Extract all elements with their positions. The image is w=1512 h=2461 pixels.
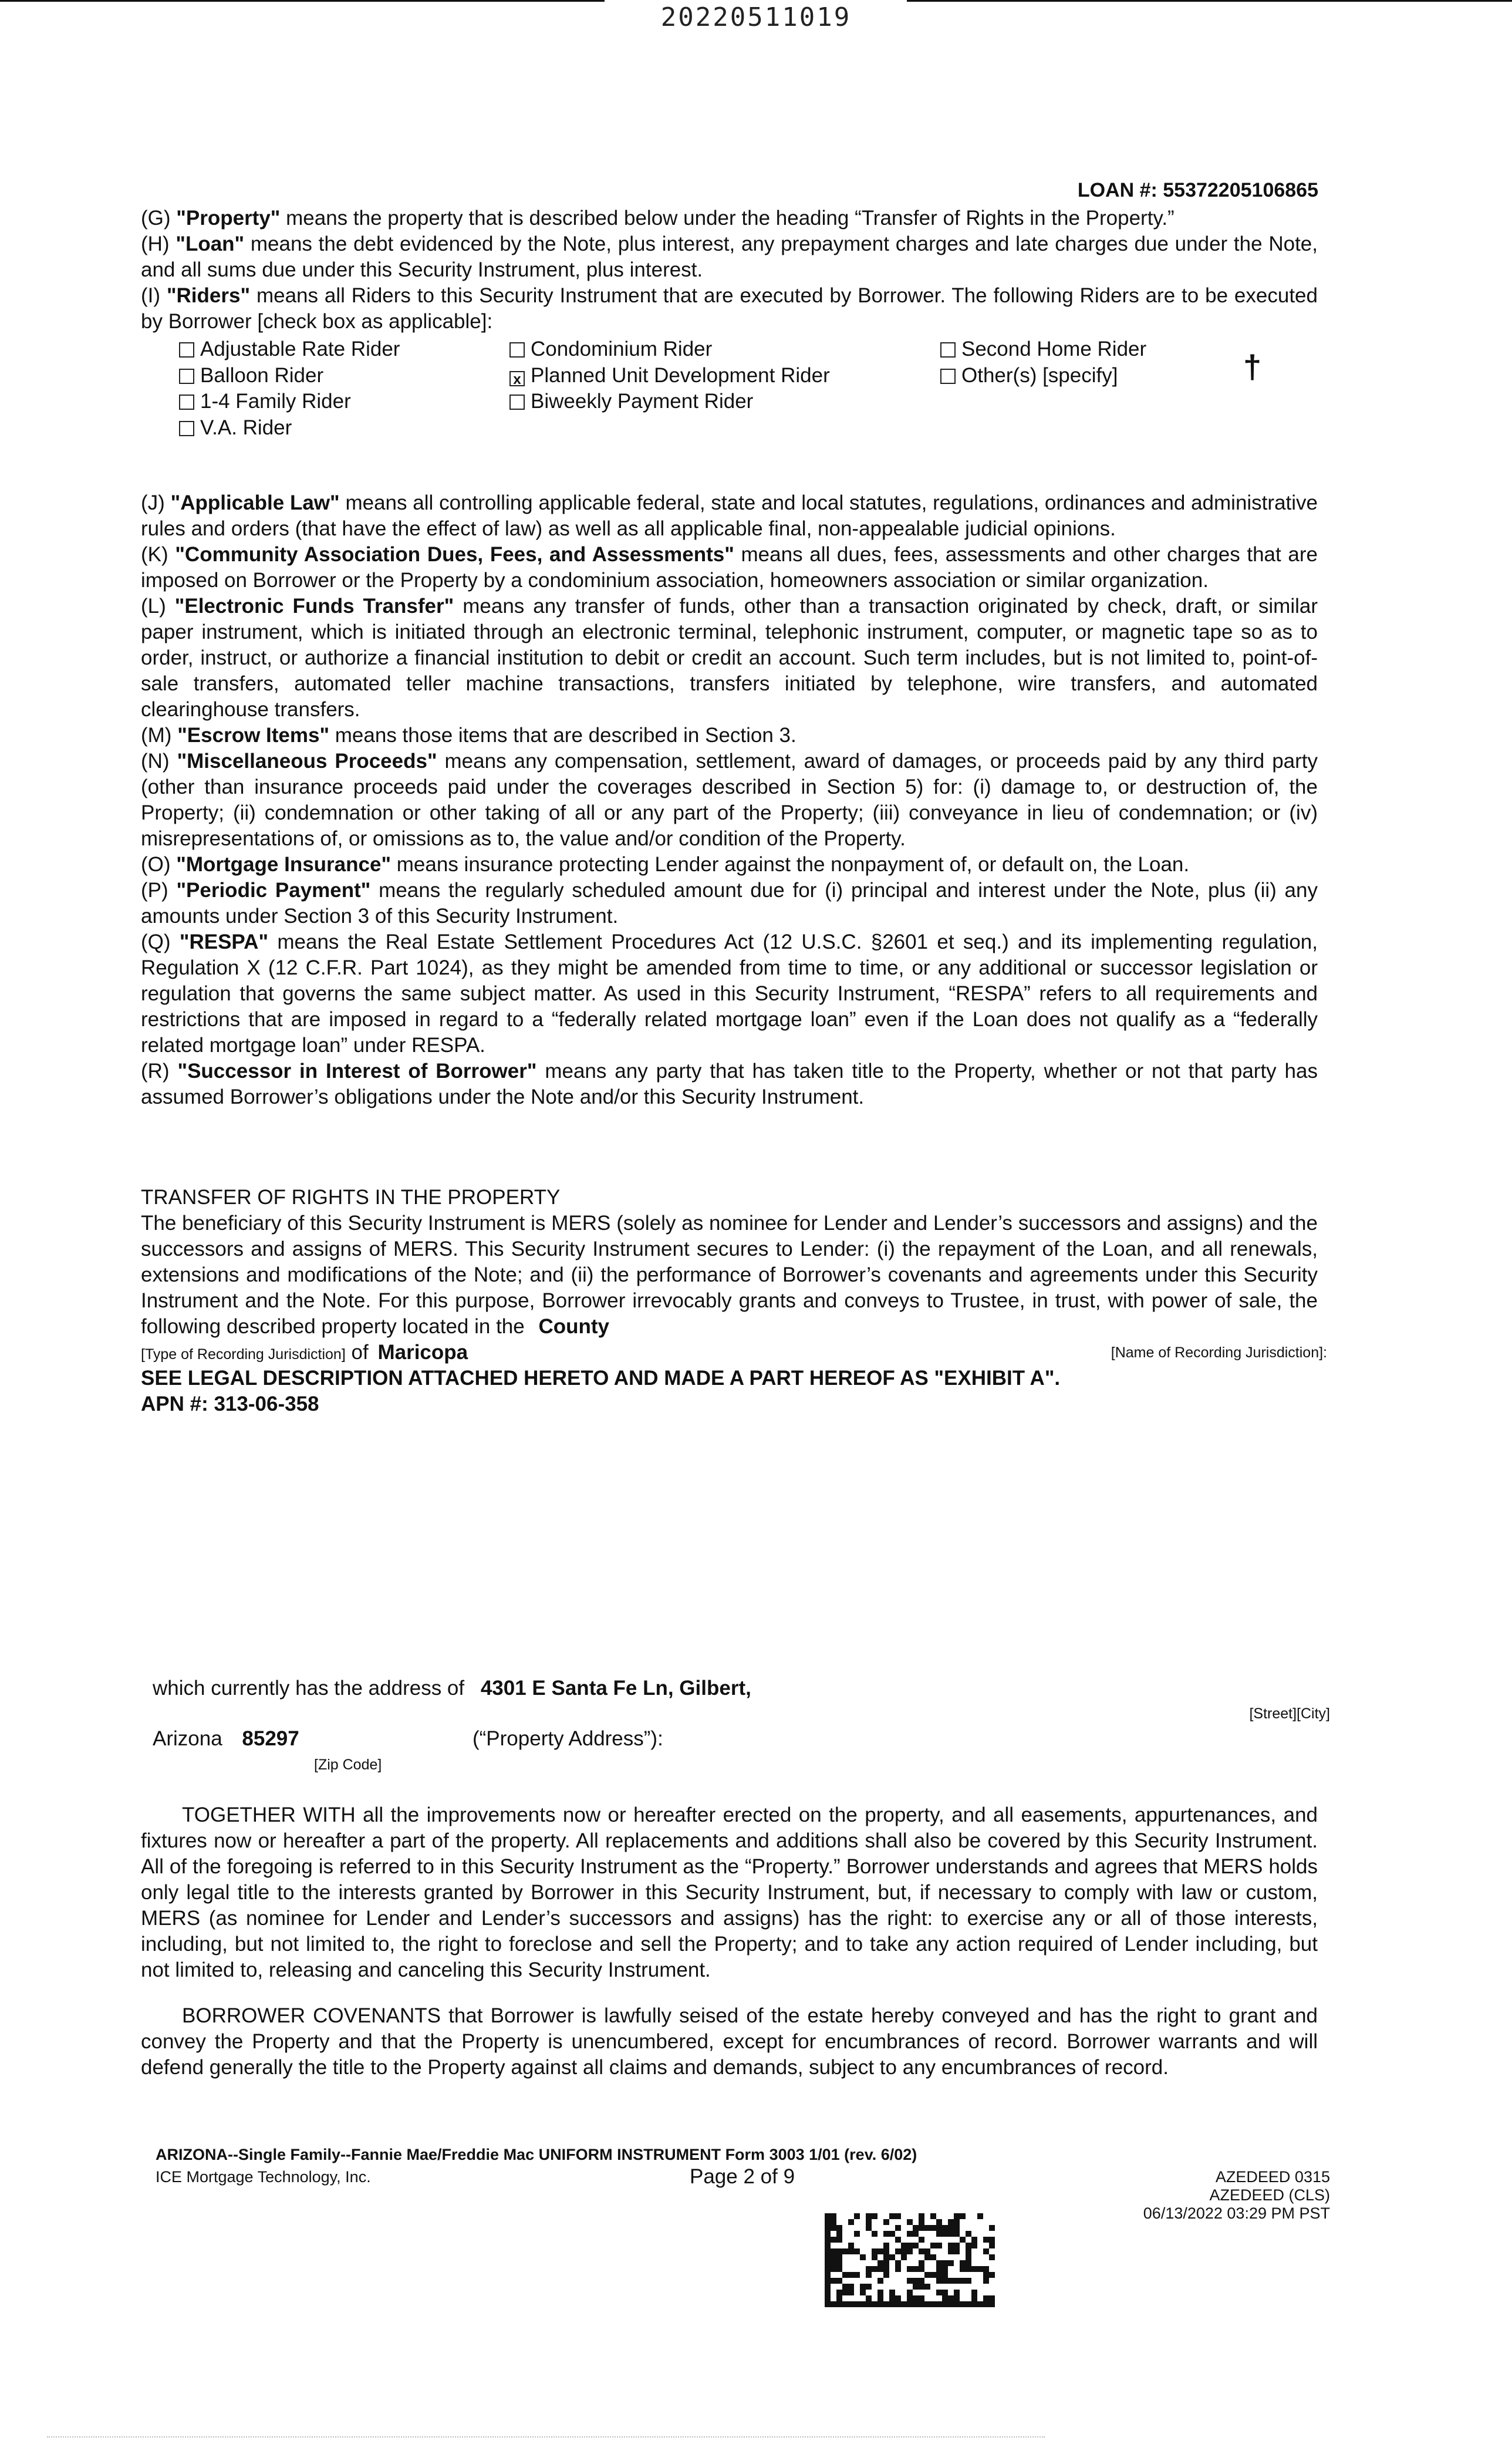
- jurisdiction-type-label: [Type of Recording Jurisdiction]: [141, 1346, 346, 1363]
- form-timestamp: 06/13/2022 03:29 PM PST: [1143, 2204, 1330, 2222]
- definitions-j-r: [141, 490, 1318, 1110]
- property-address-label: (“Property Address”):: [473, 1727, 663, 1750]
- checkbox[interactable]: [509, 342, 525, 358]
- state: Arizona: [153, 1727, 222, 1750]
- definitions-g-i: [141, 205, 1318, 335]
- definition-l: (L) "Electronic Funds Transfer" means any transfer of funds, other than a transaction originated by check, draft, or similar paper instrument, which is initiated through an electronic terminal, telephonic instrument, computer, or magnetic tape so as to order, instruct, or authorize a financial institution to debit or credit an account. Such term includes, but is not limited to, point-of-sale transfers, automated teller machine transactions, transfers initiated by telephone, wire transfers, and automated clearinghouse transfers.: [141, 595, 1318, 721]
- page-number: Page 2 of 9: [690, 2165, 795, 2188]
- checkbox[interactable]: [179, 369, 194, 384]
- county-value: County: [538, 1315, 610, 1338]
- form-code-1: AZEDEED 0315: [1215, 2168, 1330, 2186]
- rider-balloon[interactable]: Balloon Rider: [179, 364, 323, 387]
- address-line: [153, 1677, 751, 1700]
- rider-1-4-family[interactable]: 1-4 Family Rider: [179, 390, 351, 413]
- apn-number: APN #: 313-06-358: [141, 1393, 319, 1415]
- jurisdiction-name-label: [Name of Recording Jurisdiction]:: [1111, 1344, 1327, 1361]
- definition-n: (N) "Miscellaneous Proceeds" means any compensation, settlement, award of damages, or proceeds paid by any third party (other than insurance proceeds paid under the coverages described in Section 5) for: (i) damage to, or destruction of, the Property; (ii) condemnation or other taking of all or any part of the Property; (iii) conveyance in lieu of condemnation; or (iv) misrepresentations of, or omissions as to, the value and/or condition of the Property.: [141, 750, 1318, 850]
- loan-value: 55372205106865: [1163, 179, 1318, 201]
- jurisdiction-name: Maricopa: [377, 1341, 468, 1364]
- checkbox[interactable]: [179, 421, 194, 436]
- checkbox[interactable]: [179, 342, 194, 358]
- zip-code: 85297: [242, 1727, 299, 1750]
- state-zip-line: [153, 1727, 299, 1751]
- definition-j: (J) "Applicable Law" means all controlling applicable federal, state and local statutes, regulations, ordinances and administrative rules and orders (that have the effect of law) as well as all applicable final, non-appealable judicial opinions.: [141, 491, 1318, 540]
- definition-g: (G) "Property" means the property that is described below under the heading “Transfer of Rights in the Property.”: [141, 207, 1174, 230]
- address-intro: which currently has the address of: [153, 1677, 465, 1700]
- form-title: ARIZONA--Single Family--Fannie Mae/Freddie Mac UNIFORM INSTRUMENT Form 3003 1/01 (rev. 6/02): [156, 2146, 917, 2163]
- loan-number: [1078, 179, 1318, 202]
- rider-adjustable-rate[interactable]: Adjustable Rate Rider: [179, 338, 400, 361]
- definition-r: (R) "Successor in Interest of Borrower" means any party that has taken title to the Property, whether or not that party has assumed Borrower’s obligations under the Note and/or this Security Instrument.: [141, 1060, 1318, 1108]
- rider-condominium[interactable]: Condominium Rider: [509, 338, 712, 361]
- transfer-text: The beneficiary of this Security Instrument is MERS (solely as nominee for Lender and Lender’s successors and assigns) and the successors and assigns of MERS. This Security Instrument secures to Lender: (i) the repayment of the Loan, and all renewals, extensions and modifications of the Note; and (ii) the performance of Borrower’s covenants and agreements under this Security Instrument and the Note. For this purpose, Borrower irrevocably grants and conveys to Trustee, in trust, with power of sale, the following described property located in the County: [141, 1212, 1318, 1338]
- form-codes: [1143, 2168, 1330, 2223]
- definition-i: (I) "Riders" means all Riders to this Security Instrument that are executed by Borrower. The following Riders are to be executed by Borrower [check box as applicable]:: [141, 284, 1318, 333]
- transfer-heading: TRANSFER OF RIGHTS IN THE PROPERTY: [141, 1186, 561, 1209]
- zip-code-label: [Zip Code]: [314, 1757, 382, 1773]
- checkbox[interactable]: [179, 395, 194, 410]
- rider-second-home[interactable]: Second Home Rider: [940, 338, 1146, 361]
- rider-biweekly-payment[interactable]: Biweekly Payment Rider: [509, 390, 753, 413]
- legal-description: SEE LEGAL DESCRIPTION ATTACHED HERETO AND MADE A PART HEREOF AS "EXHIBIT A".: [141, 1367, 1061, 1390]
- definition-q: (Q) "RESPA" means the Real Estate Settlement Procedures Act (12 U.S.C. §2601 et seq.) and its implementing regulation, Regulation X (12 C.F.R. Part 1024), as they might be amended from time to time, or any additional or successor legislation or regulation that governs the same subject matter. As used in this Security Instrument, “RESPA” refers to all requirements and restrictions that are imposed in regard to a “federally related mortgage loan” even if the Loan does not qualify as a “federally related mortgage loan” under RESPA.: [141, 931, 1318, 1057]
- handwritten-margin-mark: †: [1243, 348, 1262, 385]
- checkbox[interactable]: [509, 395, 525, 410]
- jurisdiction-line: [141, 1341, 468, 1364]
- together-with-paragraph: TOGETHER WITH all the improvements now or hereafter erected on the property, and all easements, appurtenances, and fixtures now or hereafter a part of the property. All replacements and additions shall also be covered by this Security Instrument. All of the foregoing is referred to in this Security Instrument as the “Property.” Borrower understands and agrees that MERS holds only legal title to the interests granted by Borrower in this Security Instrument, but, if necessary to comply with law or custom, MERS (as nominee for Lender and Lender’s successors and assigns) has the right: to exercise any or all of those interests, including, but not limited to, the right to foreclose and sell the Property; and to take any action required of Lender including, but not limited to, releasing and canceling this Security Instrument.: [141, 1803, 1318, 1981]
- definition-p: (P) "Periodic Payment" means the regularly scheduled amount due for (i) principal and interest under the Note, plus (ii) any amounts under Section 3 of this Security Instrument.: [141, 879, 1318, 928]
- rider-planned-unit-development[interactable]: x Planned Unit Development Rider: [509, 364, 830, 387]
- top-rule-right: [907, 0, 1512, 2]
- jurisdiction-of: of: [351, 1341, 369, 1364]
- loan-label: LOAN #:: [1077, 179, 1157, 201]
- barcode-icon: [825, 2213, 995, 2307]
- definition-h: (H) "Loan" means the debt evidenced by the Note, plus interest, any prepayment charges and late charges due under the Note, and all sums due under this Security Instrument, plus interest.: [141, 232, 1318, 281]
- checkbox[interactable]: [940, 342, 956, 358]
- street-city-label: [Street][City]: [1249, 1705, 1330, 1722]
- definition-k: (K) "Community Association Dues, Fees, and Assessments" means all dues, fees, assessments and other charges that are imposed on Borrower or the Property by a condominium association, homeowners association or similar organization.: [141, 543, 1318, 592]
- street-city: 4301 E Santa Fe Ln, Gilbert,: [480, 1677, 751, 1700]
- definition-o: (O) "Mortgage Insurance" means insurance protecting Lender against the nonpayment of, or default on, the Loan.: [141, 853, 1190, 876]
- rider-va[interactable]: V.A. Rider: [179, 416, 292, 440]
- transfer-section: [141, 1185, 1318, 1340]
- rider-other[interactable]: Other(s) [specify]: [940, 364, 1118, 387]
- borrower-covenants-paragraph: BORROWER COVENANTS that Borrower is lawfully seised of the estate hereby conveyed and has the right to grant and convey the Property and that the Property is unencumbered, except for encumbrances of record. Borrower warrants and will defend generally the title to the Property against all claims and demands, subject to any encumbrances of record.: [141, 2004, 1318, 2079]
- definition-m: (M) "Escrow Items" means those items that are described in Section 3.: [141, 724, 797, 747]
- form-code-2: AZEDEED (CLS): [1209, 2186, 1330, 2204]
- recording-number: 20220511019: [660, 2, 852, 32]
- top-rule-left: [0, 0, 605, 2]
- checkbox[interactable]: [940, 369, 956, 384]
- scan-noise: [47, 2436, 1045, 2439]
- checkbox-checked[interactable]: x: [509, 371, 525, 386]
- company-name: ICE Mortgage Technology, Inc.: [156, 2168, 371, 2186]
